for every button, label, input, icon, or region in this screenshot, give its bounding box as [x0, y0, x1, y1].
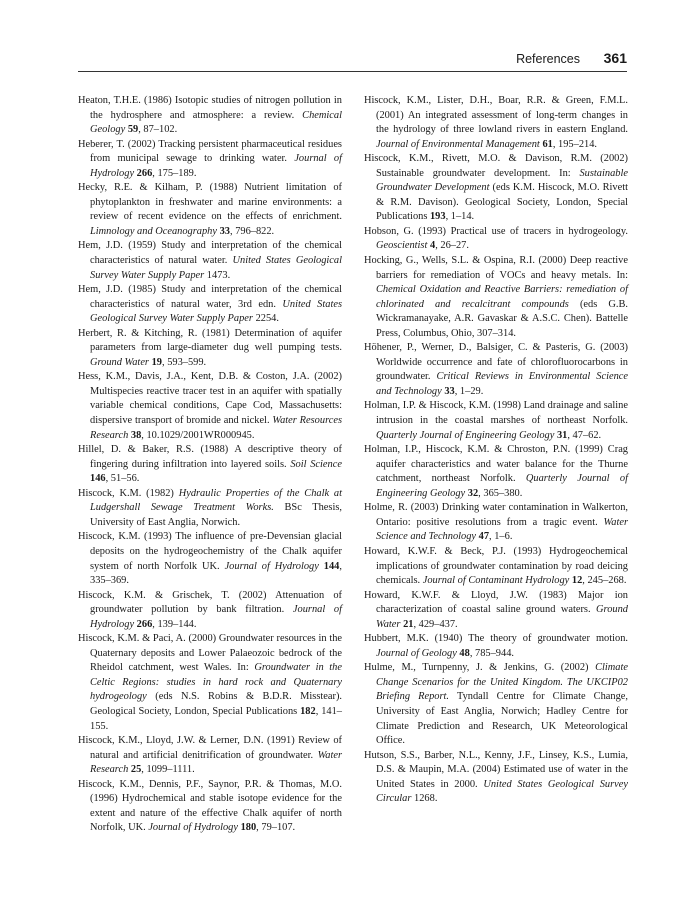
reference-entry: Howard, K.W.F. & Beck, P.J. (1993) Hydrogeochemical implications of groundwater contamination by road deicing chemicals. Journal of Contaminant Hydrology 12, 245–268. [364, 545, 628, 587]
header-rule [78, 71, 627, 72]
reference-entry: Hutson, S.S., Barber, N.L., Kenny, J.F., Linsey, K.S., Lumia, D.S. & Maupin, M.A. (2004) Estimated use of water in the United States in 2000. United States Geological Survey Circular 1268. [364, 749, 628, 805]
reference-entry: Hem, J.D. (1985) Study and interpretation of the chemical characteristics of natural water, 3rd edn. United States Geological Survey Water Supply Paper 2254. [78, 284, 343, 325]
section-title: References [516, 52, 580, 66]
reference-entry: Hiscock, K.M. & Grischek, T. (2002) Attenuation of groundwater pollution by bank filtration. Journal of Hydrology 266, 139–144. [78, 589, 342, 630]
reference-entry: Herbert, R. & Kitching, R. (1981) Determination of aquifer parameters from large-diameter dug well pumping tests. Ground Water 19, 593–599. [78, 327, 342, 368]
reference-entry: Hiscock, K.M. & Paci, A. (2000) Groundwater resources in the Quaternary deposits and Lower Palaeozoic bedrock of the Rheidol catchment, west Wales. In: Groundwater in the Celtic Regions: studies in hard rock and Quaternary hydrogeology (eds N.S. Robins & B.D.R. Misstear). Geological Society, London, Special Publications 182, 141–155. [78, 633, 343, 732]
reference-entry: Hulme, M., Turnpenny, J. & Jenkins, G. (2002) Climate Change Scenarios for the United Kingdom. The UKCIP02 Briefing Report. Tyndall Centre for Climate Change, University of East Anglia, Norwich; Hadley Centre for Climate Prediction and Research, UK Meteorological Office. [364, 662, 629, 747]
left-column [78, 94, 342, 836]
reference-entry: Howard, K.W.F. & Lloyd, J.W. (1983) Major ion characterization of coastal saline ground waters. Ground Water 21, 429–437. [364, 589, 628, 630]
reference-entry: Höhener, P., Werner, D., Balsiger, C. & Pasteris, G. (2003) Worldwide occurrence and fate of chlorofluorocarbons in groundwater. Critical Reviews in Environmental Science and Technology 33, 1–29. [364, 342, 628, 397]
running-header [78, 49, 627, 73]
reference-entry: Holman, I.P., Hiscock, K.M. & Chroston, P.N. (1999) Crag aquifer characteristics and water balance for the Thurne catchment, northeast Norfolk. Quarterly Journal of Engineering Geology 32, 365–380. [364, 444, 628, 499]
reference-entry: Hess, K.M., Davis, J.A., Kent, D.B. & Coston, J.A. (2002) Multispecies reactive tracer test in an aquifer with spatially variable chemical conditions, Cape Cod, Massachusetts: dispersive transport of bromide and nickel. Water Resources Research 38, 10.1029/2001WR000945. [78, 371, 342, 441]
right-column [364, 94, 628, 807]
reference-entry: Hecky, R.E. & Kilham, P. (1988) Nutrient limitation of phytoplankton in freshwater and marine environments: a review of recent evidence on the effects of enrichment. Limnology and Oceanography 33, 796–822. [78, 182, 342, 237]
reference-entry: Hobson, G. (1993) Practical use of tracers in hydrogeology. Geoscientist 4, 26–27. [364, 225, 628, 252]
reference-entry: Hocking, G., Wells, S.L. & Ospina, R.I. (2000) Deep reactive barriers for remediation of VOCs and heavy metals. In: Chemical Oxidation and Reactive Barriers: remediation of chlorinated and recalcitrant compounds (eds G.B. Wickramanayake, A.R. Gavaskar & A.S.C. Chen). Battelle Press, Columbus, Ohio, 307–314. [364, 255, 628, 339]
reference-entry: Hem, J.D. (1959) Study and interpretation of the chemical characteristics of natural water. United States Geological Survey Water Supply Paper 1473. [78, 240, 343, 281]
page-number: 361 [603, 50, 627, 66]
reference-entry: Hillel, D. & Baker, R.S. (1988) A descriptive theory of fingering during infiltration into layered soils. Soil Science 146, 51–56. [78, 444, 342, 485]
reference-entry: Heberer, T. (2002) Tracking persistent pharmaceutical residues from municipal sewage to drinking water. Journal of Hydrology 266, 175–189. [78, 138, 342, 179]
reference-entry: Hiscock, K.M. (1982) Hydraulic Properties of the Chalk at Ludgershall Sewage Treatment Works. BSc Thesis, University of East Anglia, Norwich. [78, 487, 342, 528]
reference-entry: Hiscock, K.M., Dennis, P.F., Saynor, P.R. & Thomas, M.O. (1996) Hydrochemical and stable isotope evidence for the extent and nature of the effective Chalk aquifer of north Norfolk, UK. Journal of Hydrology 180, 79–107. [78, 778, 342, 834]
reference-entry: Hiscock, K.M., Lloyd, J.W. & Lerner, D.N. (1991) Review of natural and artificial denitrification of groundwater. Water Research 25, 1099–1111. [78, 735, 343, 776]
reference-entry: Holman, I.P. & Hiscock, K.M. (1998) Land drainage and saline intrusion in the coastal marshes of northeast Norfolk. Quarterly Journal of Engineering Geology 31, 47–62. [364, 400, 628, 441]
reference-entry: Heaton, T.H.E. (1986) Isotopic studies of nitrogen pollution in the hydrosphere and atmosphere: a review. Chemical Geology 59, 87–102. [78, 95, 343, 136]
reference-entry: Holme, R. (2003) Drinking water contamination in Walkerton, Ontario: positive resolutions from a tragic event. Water Science and Technology 47, 1–6. [364, 502, 629, 543]
reference-entry: Hiscock, K.M., Lister, D.H., Boar, R.R. & Green, F.M.L. (2001) An integrated assessment of long-term changes in the hydrology of three lowland rivers in eastern England. Journal of Environmental Management 61, 195–214. [364, 95, 628, 150]
reference-entry: Hiscock, K.M., Rivett, M.O. & Davison, R.M. (2002) Sustainable groundwater development. In: Sustainable Groundwater Development (eds K.M. Hiscock, M.O. Rivett & R.M. Davison). Geological Society, London, Special Publications 193, 1–14. [364, 153, 628, 223]
reference-entry: Hiscock, K.M. (1993) The influence of pre-Devensian glacial deposits on the hydrogeochemistry of the Chalk aquifer system of north Norfolk UK. Journal of Hydrology 144, 335–369. [78, 531, 342, 587]
reference-entry: Hubbert, M.K. (1940) The theory of groundwater motion. Journal of Geology 48, 785–944. [364, 633, 628, 659]
